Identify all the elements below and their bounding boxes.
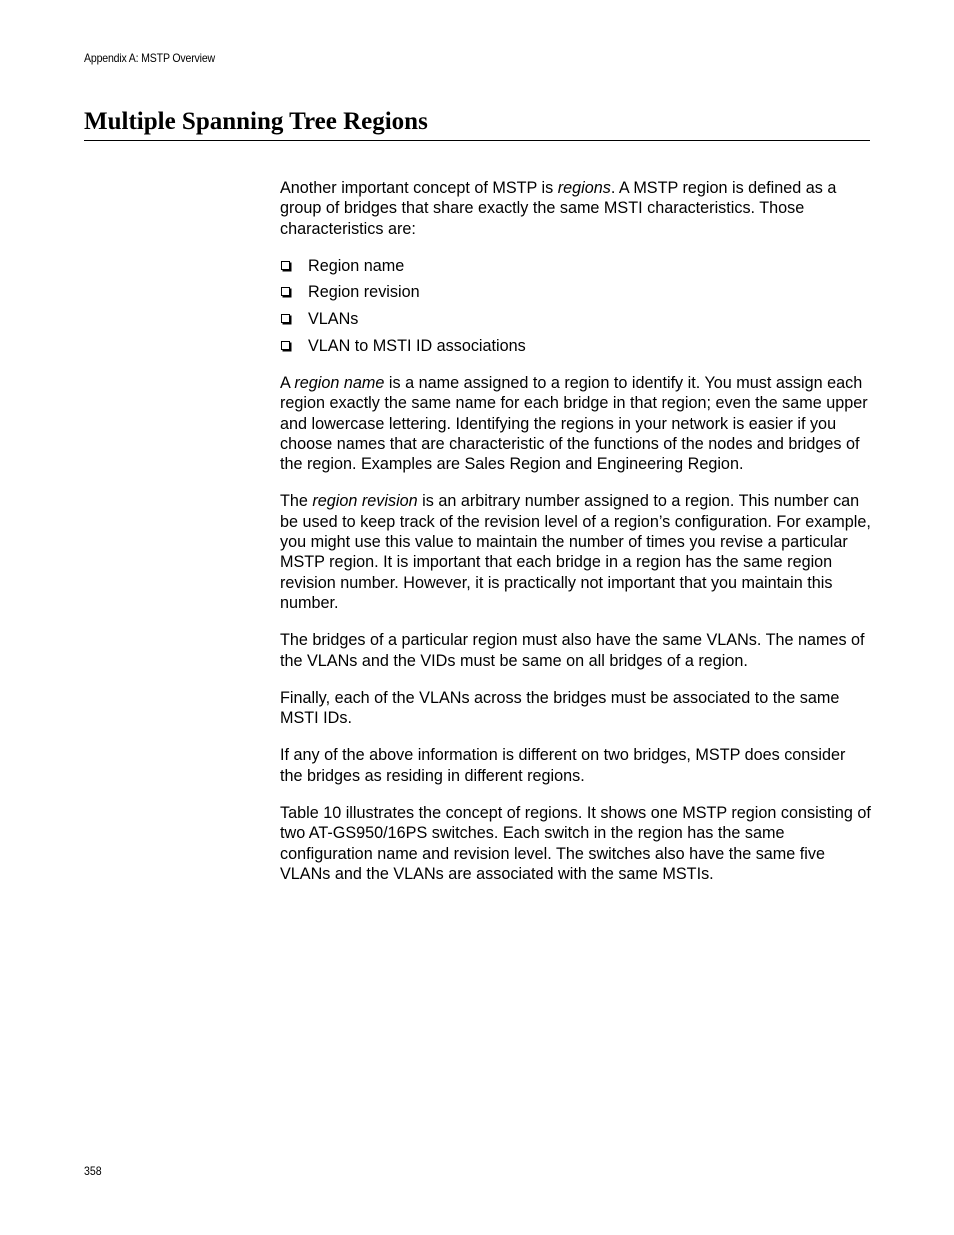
region-name-paragraph: A region name is a name assigned to a region to identify it. You must assign each region exactly the same name for each bridge in that region; even the same upper and lowercase lettering. Identifying the regions in your network is easier if you choose names that are characteristic of the functions of the nodes and bridges of the region. Examples are Sales Region and Engineering Region. bbox=[280, 373, 868, 474]
characteristics-list bbox=[280, 256, 872, 356]
list-item: VLAN to MSTI ID associations bbox=[280, 336, 872, 356]
box-bullet-icon bbox=[281, 314, 290, 323]
table-reference-paragraph: Table 10 illustrates the concept of regions. It shows one MSTP region consisting of two AT-GS950/16PS switches. Each switch in the region has the same configuration name and revision level. The switches also have the same five VLANs and the VLANs are associated with the same MSTIs. bbox=[280, 804, 871, 883]
vlans-paragraph: The bridges of a particular region must also have the same VLANs. The names of the VLANs and the VIDs must be same on all bridges of a region. bbox=[280, 631, 865, 670]
list-item: Region revision bbox=[280, 282, 872, 302]
box-bullet-icon bbox=[281, 261, 290, 270]
list-item: VLANs bbox=[280, 309, 872, 329]
different-regions-paragraph: If any of the above information is different on two bridges, MSTP does consider the bridges as residing in different regions. bbox=[280, 746, 846, 785]
page-title: Multiple Spanning Tree Regions bbox=[84, 108, 428, 135]
term-region-name: region name bbox=[294, 373, 385, 392]
box-bullet-icon bbox=[281, 287, 290, 296]
box-bullet-icon bbox=[281, 341, 290, 350]
region-revision-paragraph: The region revision is an arbitrary number assigned to a region. This number can be used to keep track of the revision level of a region’s configuration. For example, you might use this value to maintain the number of times you revise a particular MSTP region. It is important that each bridge in a region has the same region revision number. However, it is practically not important that you maintain this number. bbox=[280, 492, 871, 612]
title-rule bbox=[84, 140, 870, 141]
msti-paragraph: Finally, each of the VLANs across the bridges must be associated to the same MSTI IDs. bbox=[280, 688, 840, 728]
intro-paragraph: Another important concept of MSTP is regions. A MSTP region is defined as a group of bridges that share exactly the same MSTI characteristics. Those characteristics are: bbox=[280, 179, 837, 238]
running-head: Appendix A: MSTP Overview bbox=[84, 51, 215, 65]
page-number: 358 bbox=[84, 1164, 102, 1178]
term-region-revision: region revision bbox=[312, 492, 418, 511]
list-item: Region name bbox=[280, 256, 872, 276]
term-regions: regions bbox=[557, 179, 611, 197]
body-text bbox=[280, 178, 872, 901]
